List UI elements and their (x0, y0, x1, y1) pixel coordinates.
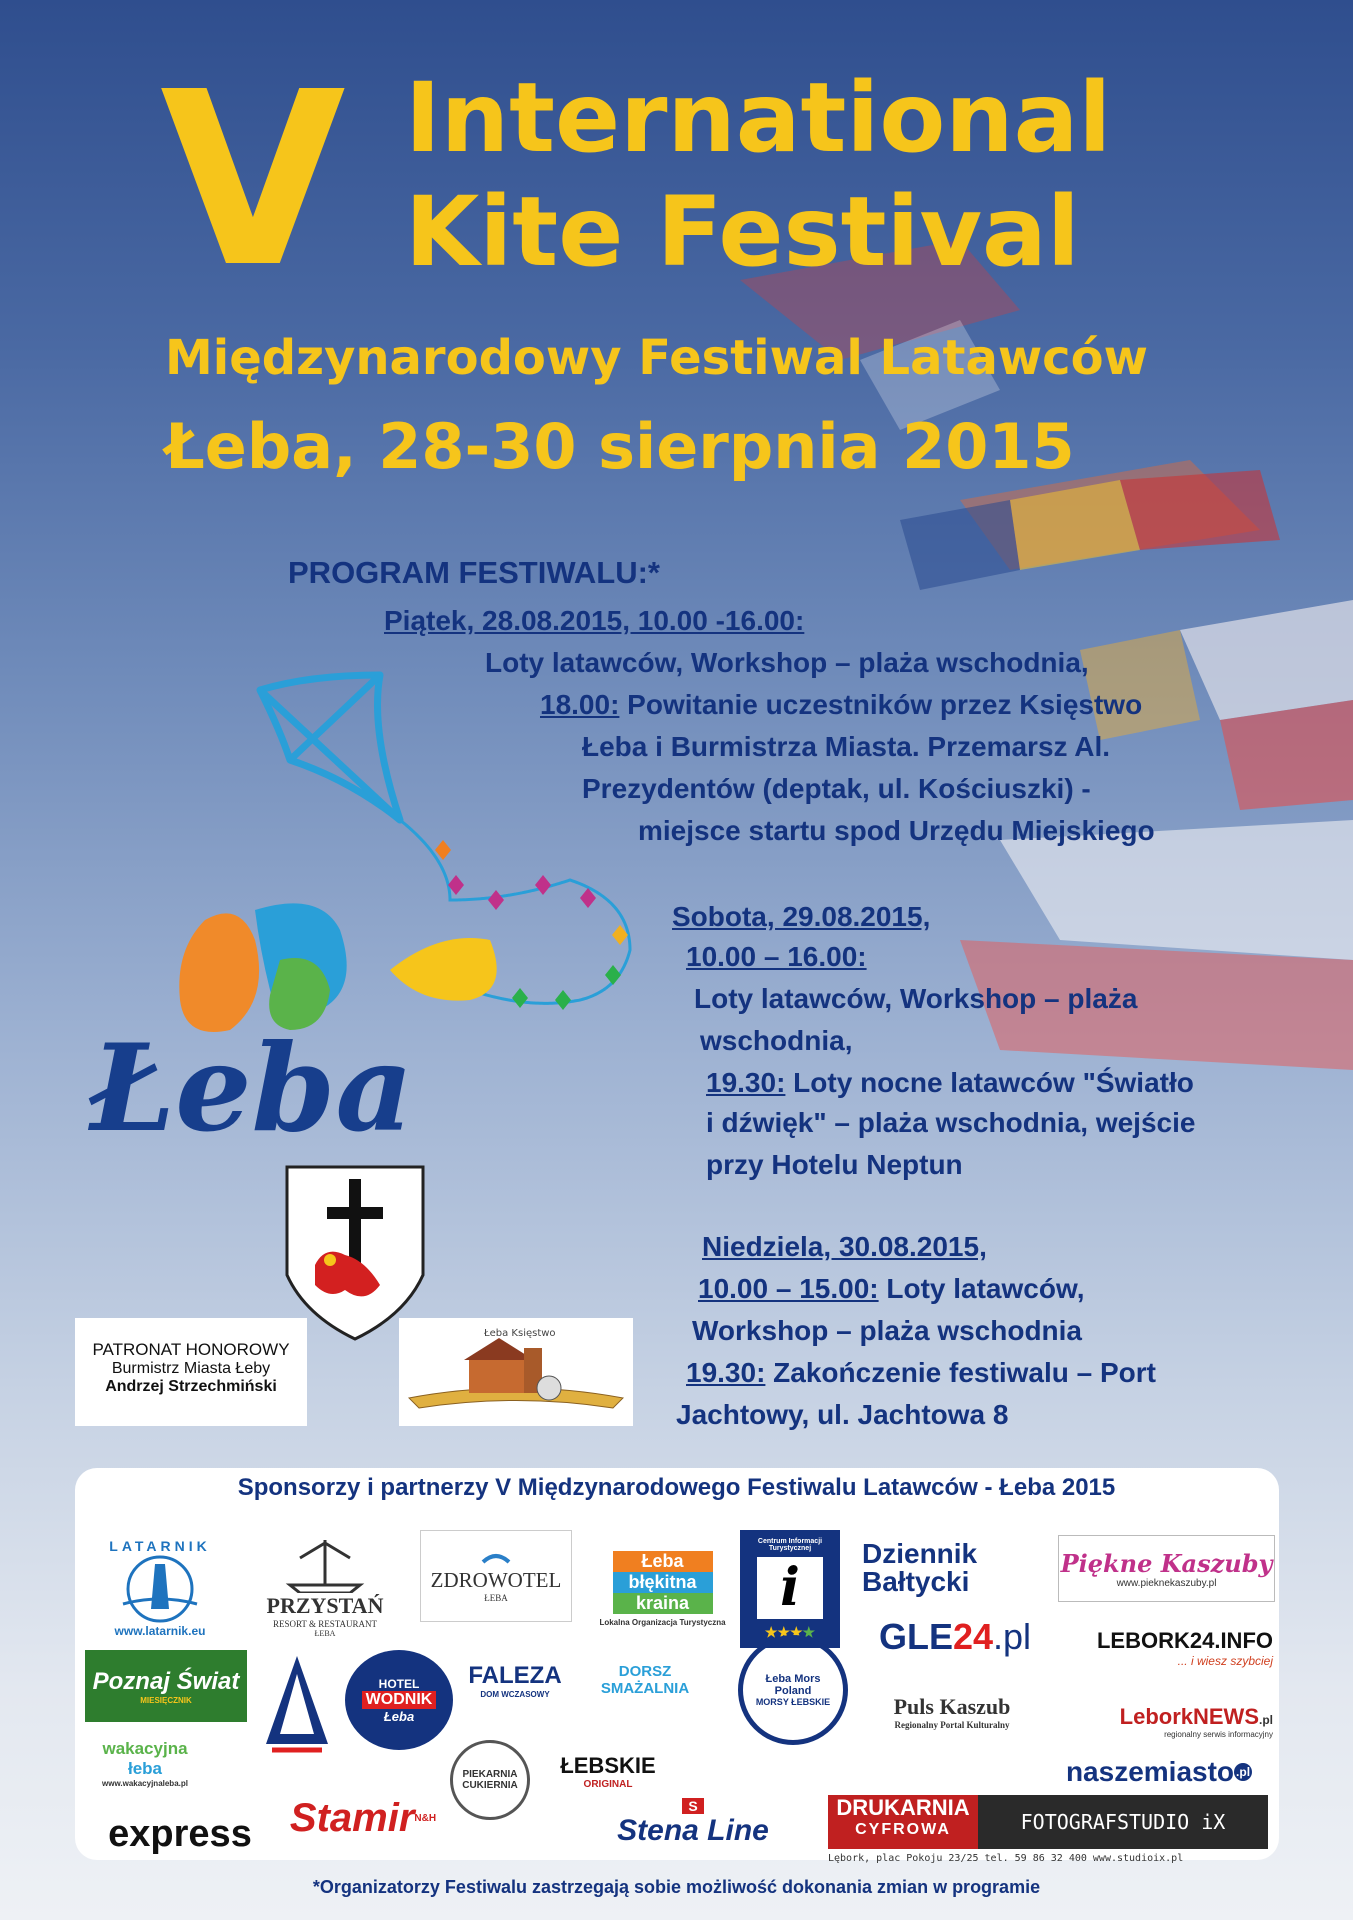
roman-numeral: V (160, 40, 342, 320)
info-centre-logo (740, 1530, 840, 1648)
faleza-name: FALEZA (468, 1661, 562, 1689)
morsy-logo (738, 1635, 848, 1745)
friday-line-1: Loty latawców, Workshop – plaża wschodnia, (485, 647, 1089, 678)
puls-kaszub-logo (872, 1668, 1032, 1756)
stena-badge: S (682, 1798, 704, 1814)
faleza-sub: DOM WCZASOWY (480, 1689, 550, 1699)
info-stars: ★★★★ (764, 1623, 816, 1640)
stamir-sub: N&H (414, 1812, 437, 1824)
piekne-kaszuby-logo (1058, 1535, 1275, 1602)
ksiestwo-label: Łeba Księstwo (484, 1328, 556, 1339)
sunday-line-1: Loty latawców, (878, 1273, 1085, 1304)
saturday-time-1: 10.00 – 16.00: (686, 941, 867, 972)
dziennik-line-2: Bałtycki (862, 1565, 970, 1597)
piekne-url: www.pieknekaszuby.pl (1116, 1577, 1217, 1589)
patronat-line-2: Burmistrz Miasta Łeby (111, 1360, 271, 1377)
castle-icon (399, 1318, 633, 1426)
blekitna-line-1: Łeba (613, 1551, 713, 1572)
lebskie-sub: ORIGINAL (583, 1778, 633, 1790)
sunday-line-4: Jachtowy, ul. Jachtowa 8 (676, 1399, 1009, 1430)
coat-of-arms-icon (285, 1165, 425, 1341)
piekarnia-logo: PIEKARNIA CUKIERNIA (450, 1740, 530, 1820)
latarnik-logo (85, 1525, 235, 1650)
blekitna-line-2: błękitna (613, 1572, 713, 1593)
wakacyjna-line-1: wakacyjna (102, 1738, 188, 1758)
wakacyjna-line-2: łeba (127, 1758, 163, 1778)
poznaj-sub: MIESIĘCZNIK (140, 1695, 192, 1705)
piekne-name: Piękne Kaszuby (1060, 1548, 1273, 1578)
dziennik-logo (862, 1535, 1037, 1600)
gle24-gle: GLE (878, 1616, 953, 1657)
stamir-logo (289, 1783, 437, 1853)
friday-line-2: Powitanie uczestników przez Księstwo (619, 689, 1143, 720)
przystan-logo (255, 1525, 395, 1650)
sunday-date: Niedziela, 30.08.2015, (702, 1231, 987, 1262)
poznaj-swiat-logo (85, 1650, 247, 1722)
przystan-name: PRZYSTAŃ (266, 1592, 384, 1618)
title-line-1: International (405, 62, 1112, 174)
stena-name: Stena Line (617, 1814, 769, 1847)
friday-line-5: miejsce startu spod Urzędu Miejskiego (638, 815, 1155, 846)
sunday-time-2: 19.30: (686, 1357, 766, 1388)
leba-logo-text: Łeba (90, 1018, 414, 1150)
wodnik-name: WODNIK (362, 1691, 437, 1709)
lebork24-name: LEBORK24.INFO (1096, 1628, 1273, 1653)
blekitna-line-3: kraina (613, 1593, 713, 1614)
lebork24-logo (1083, 1618, 1273, 1678)
ship-icon (280, 1538, 370, 1593)
blekitna-kraina-logo (595, 1530, 730, 1648)
leborknews-name: LeborkNEWS (1119, 1703, 1259, 1729)
gle24-logo (870, 1612, 1040, 1662)
saturday-line-3: Loty nocne latawców "Światło (785, 1067, 1194, 1098)
friday-line-4: Prezydentów (deptak, ul. Kościuszki) - (582, 773, 1091, 804)
saturday-time-2: 19.30: (706, 1067, 786, 1098)
hotel-wodnik-logo (345, 1650, 453, 1750)
hotel-word: HOTEL (378, 1676, 420, 1691)
patronat-line-3: Andrzej Strzechmiński (105, 1378, 277, 1395)
friday-time-2: 18.00: (540, 689, 620, 720)
patronat-box (75, 1318, 307, 1426)
subtitle: Międzynarodowy Festiwal Latawców (165, 330, 1148, 386)
drukarnia-line-2: CYFROWA (855, 1821, 951, 1838)
faleza-logo (465, 1650, 565, 1710)
przystan-town: ŁEBA (314, 1628, 336, 1638)
saturday-line-5: przy Hotelu Neptun (706, 1149, 963, 1180)
saturday-line-2: wschodnia, (700, 1025, 853, 1056)
poznaj-name: Poznaj Świat (92, 1667, 240, 1695)
sunday-line-3: Zakończenie festiwalu – Port (765, 1357, 1156, 1388)
footnote: *Organizatorzy Festiwalu zastrzegają sobie możliwość dokonania zmian w programie (312, 1877, 1041, 1897)
gle24-pl: .pl (993, 1616, 1032, 1657)
lebskie-name: ŁEBSKIE (560, 1752, 656, 1778)
patronat-line-1: PATRONAT HONOROWY (92, 1340, 290, 1359)
gle24-num: 24 (952, 1616, 994, 1657)
stena-line-logo (598, 1790, 788, 1856)
leborknews-logo (1095, 1700, 1273, 1742)
sunday-line-2: Workshop – plaża wschodnia (692, 1315, 1083, 1346)
naszemiasto-name: naszemiasto (1065, 1756, 1235, 1787)
place-date: Łeba, 28-30 sierpnia 2015 (165, 410, 1075, 483)
info-letter: i (757, 1557, 823, 1619)
saturday-date: Sobota, 29.08.2015, (672, 901, 931, 932)
morsy-top: Łeba Mors Poland (765, 1673, 821, 1697)
title-line-2: Kite Festival (405, 176, 1080, 288)
express-logo: express (108, 1812, 252, 1855)
friday-date: Piątek, 28.08.2015, 10.00 -16.00: (384, 605, 805, 636)
puls-name: Puls Kaszub (893, 1694, 1011, 1719)
studio-address: Lębork, plac Pokoju 23/25 tel. 59 86 32 400 www.studioix.pl (828, 1853, 1184, 1864)
info-title: Centrum Informacji Turystycznej (757, 1537, 823, 1552)
dziennik-line-1: Dziennik (862, 1537, 978, 1569)
lighthouse-icon (115, 1554, 205, 1624)
wave-icon (481, 1550, 511, 1568)
saturday-line-4: i dźwięk" – plaża wschodnia, wejście (706, 1107, 1196, 1138)
saturday-line-1: Loty latawców, Workshop – plaża (694, 983, 1138, 1014)
lebork24-sub: ... i wiesz szybciej (1177, 1654, 1273, 1668)
naszemiasto-logo (1045, 1752, 1273, 1792)
ksiestwo-box (399, 1318, 633, 1426)
leba-logo (70, 880, 570, 1150)
naszemiasto-pl: .pl (1236, 1765, 1251, 1779)
zdrowotel-logo (420, 1530, 572, 1622)
leborknews-pl: .pl (1259, 1712, 1273, 1727)
puls-sub: Regionalny Portal Kulturalny (894, 1720, 1010, 1730)
studio-name: FOTOGRAFSTUDIO iX (978, 1795, 1268, 1849)
latarnik-name: LATARNIK (109, 1537, 211, 1554)
przystan-sub: RESORT & RESTAURANT (272, 1618, 378, 1629)
wakacyjna-leba-logo (85, 1730, 205, 1796)
sail-icon (264, 1654, 330, 1758)
wakacyjna-url: www.wakacyjnaleba.pl (102, 1778, 188, 1788)
zdrowotel-name: ZDROWOTEL (430, 1567, 562, 1592)
program-heading: PROGRAM FESTIWALU:* (288, 555, 660, 590)
morsy-bottom: MORSY ŁEBSKIE (755, 1697, 831, 1707)
leborknews-sub: regionalny serwis informacyjny (1164, 1729, 1273, 1739)
latarnik-url: www.latarnik.eu (114, 1623, 206, 1638)
wodnik-town: Łeba (383, 1708, 415, 1724)
zdrowotel-sub: ŁEBA (484, 1592, 508, 1603)
blekitna-sub: Lokalna Organizacja Turystyczna (599, 1618, 726, 1627)
stamir-name: Stamir (289, 1795, 415, 1840)
dorsz-logo: DORSZ SMAŻALNIA (600, 1663, 690, 1697)
friday-line-3: Łeba i Burmistrza Miasta. Przemarsz Al. (582, 731, 1111, 762)
drukarnia-line-1: DRUKARNIA (836, 1795, 970, 1820)
sunday-time-1: 10.00 – 15.00: (698, 1273, 879, 1304)
studioix-banner (828, 1795, 1268, 1864)
sponsors-title: Sponsorzy i partnerzy V Międzynarodowego Festiwalu Latawców - Łeba 2015 (237, 1474, 1116, 1501)
